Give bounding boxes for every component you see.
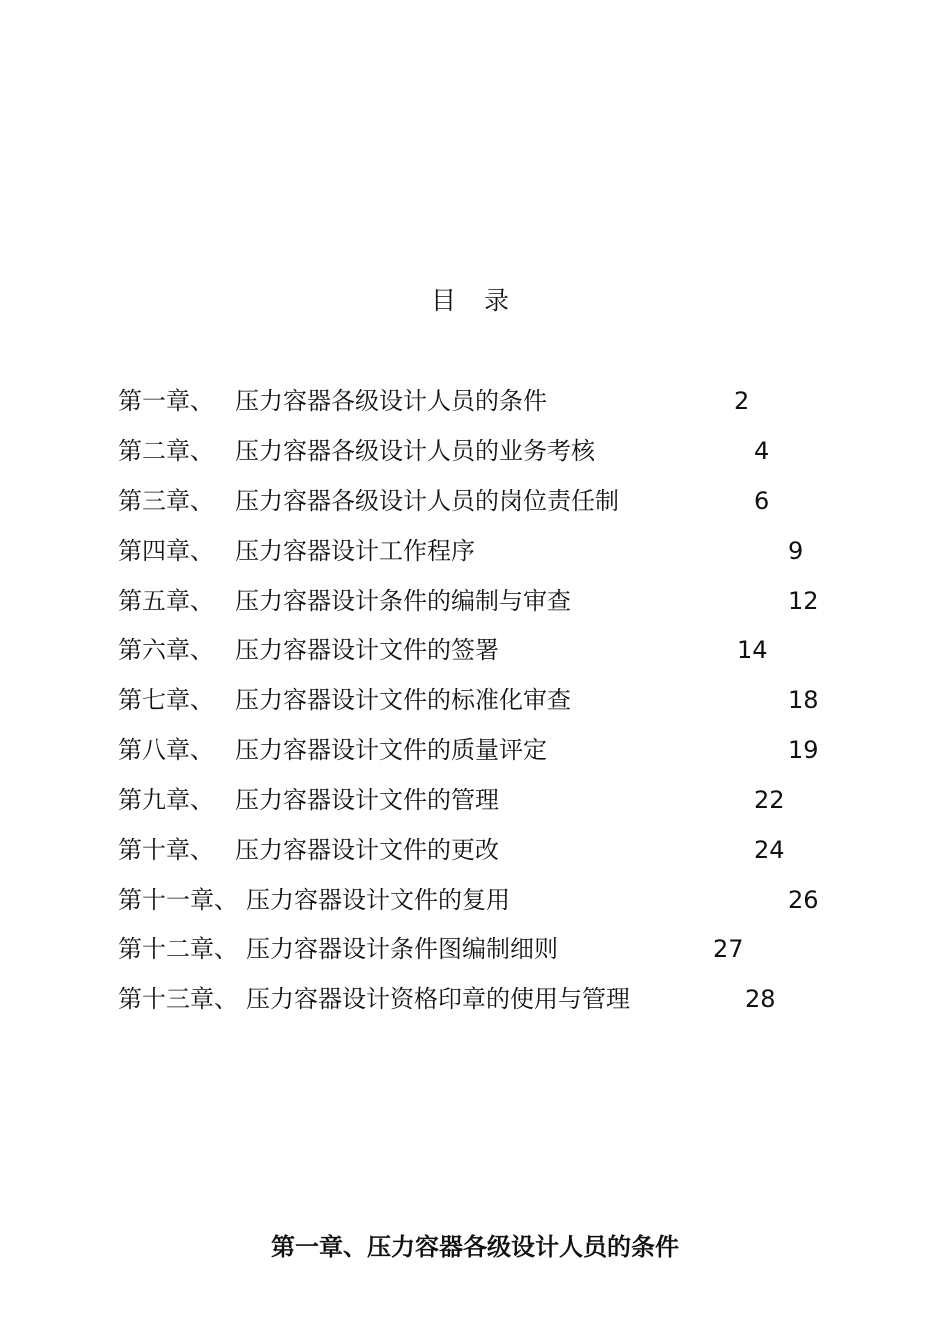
toc-entry-title: 压力容器各级设计人员的岗位责任制 <box>235 487 619 515</box>
toc-entry-chapter: 第六章、 <box>118 636 214 664</box>
toc-entry[interactable] <box>0 733 950 767</box>
toc-entry-title: 压力容器设计条件的编制与审查 <box>235 587 571 615</box>
toc-entry-title: 压力容器设计文件的管理 <box>235 786 499 814</box>
toc-entry-title: 压力容器设计文件的复用 <box>246 886 510 914</box>
toc-entry-chapter: 第十一章、 <box>118 886 238 914</box>
toc-entry-page-number: 26 <box>788 886 819 914</box>
toc-entry-page-number: 9 <box>788 537 804 565</box>
toc-entry[interactable] <box>0 683 950 717</box>
toc-entry-title: 压力容器各级设计人员的业务考核 <box>235 437 595 465</box>
toc-entry[interactable] <box>0 833 950 867</box>
toc-entry-title: 压力容器设计文件的质量评定 <box>235 736 547 764</box>
toc-entry-chapter: 第四章、 <box>118 537 214 565</box>
toc-entry-page-number: 22 <box>754 786 785 814</box>
toc-entry[interactable] <box>0 783 950 817</box>
toc-entry-page-number: 6 <box>754 487 770 515</box>
toc-entry-chapter: 第三章、 <box>118 487 214 515</box>
toc-title: 目 录 <box>431 286 519 315</box>
chapter-heading: 第一章、压力容器各级设计人员的条件 <box>271 1233 679 1261</box>
toc-entry[interactable] <box>0 633 950 667</box>
toc-entry-chapter: 第二章、 <box>118 437 214 465</box>
toc-entry-chapter: 第一章、 <box>118 387 214 415</box>
toc-entry-page-number: 14 <box>737 636 768 664</box>
toc-entry-title: 压力容器设计条件图编制细则 <box>246 935 558 963</box>
toc-entry[interactable] <box>0 534 950 568</box>
toc-entry-chapter: 第十二章、 <box>118 935 238 963</box>
toc-entry[interactable] <box>0 484 950 518</box>
toc-entry[interactable] <box>0 982 950 1016</box>
toc-entry[interactable] <box>0 384 950 418</box>
toc-entry-chapter: 第七章、 <box>118 686 214 714</box>
toc-entry-chapter: 第九章、 <box>118 786 214 814</box>
toc-entry-page-number: 4 <box>754 437 770 465</box>
toc-entry[interactable] <box>0 883 950 917</box>
toc-entry-chapter: 第十章、 <box>118 836 214 864</box>
toc-entry-page-number: 18 <box>788 686 819 714</box>
toc-entry-title: 压力容器设计文件的签署 <box>235 636 499 664</box>
toc-entry[interactable] <box>0 932 950 966</box>
toc-entry-title: 压力容器设计文件的标准化审查 <box>235 686 571 714</box>
toc-entry[interactable] <box>0 584 950 618</box>
toc-entry-title: 压力容器设计工作程序 <box>235 537 475 565</box>
toc-entry-chapter: 第十三章、 <box>118 985 238 1013</box>
toc-entry-title: 压力容器各级设计人员的条件 <box>235 387 547 415</box>
toc-entry-page-number: 24 <box>754 836 785 864</box>
toc-entry-title: 压力容器设计文件的更改 <box>235 836 499 864</box>
toc-entry-chapter: 第五章、 <box>118 587 214 615</box>
toc-entry-page-number: 28 <box>745 985 776 1013</box>
toc-entry-page-number: 27 <box>713 935 744 963</box>
toc-entry[interactable] <box>0 434 950 468</box>
toc-entry-page-number: 12 <box>788 587 819 615</box>
toc-entry-chapter: 第八章、 <box>118 736 214 764</box>
toc-entry-title: 压力容器设计资格印章的使用与管理 <box>246 985 630 1013</box>
toc-entry-page-number: 2 <box>734 387 750 415</box>
toc-entry-page-number: 19 <box>788 736 819 764</box>
